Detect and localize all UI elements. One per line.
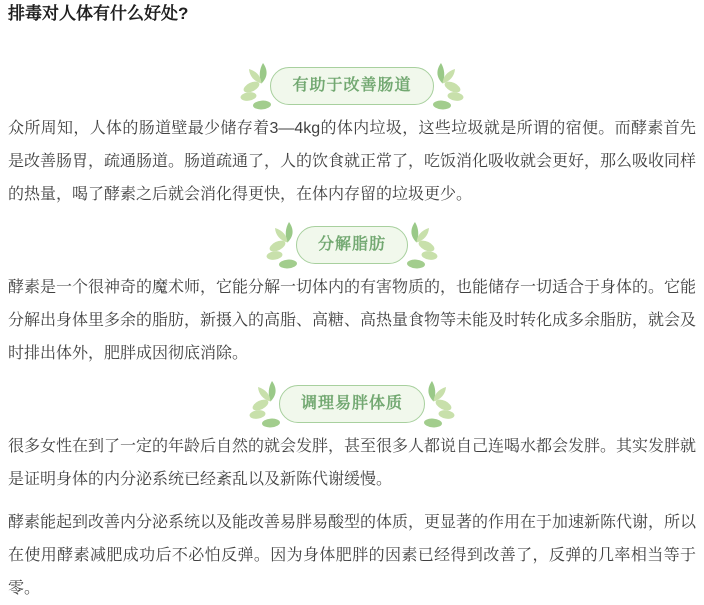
section-1-badge-row xyxy=(8,62,696,110)
section-badge: 调理易胖体质 xyxy=(279,385,425,423)
section-2-badge-row xyxy=(8,221,696,269)
page-title: 排毒对人体有什么好处? xyxy=(8,4,189,23)
section-3-badge-row xyxy=(8,380,696,428)
section-badge: 分解脂肪 xyxy=(296,226,408,264)
paragraph: 众所周知，人体的肠道壁最少储存着3—4kg的体内垃圾，这些垃圾就是所谓的宿便。而酵素首先是改善肠胃，疏通肠道。肠道疏通了，人的饮食就正常了，吃饭消化吸收就会更好，那么吸收同样的热量，喝了酵素之后就会消化得更快，在体内存留的垃圾更少。 xyxy=(8,120,697,203)
paragraph: 酵素是一个很神奇的魔术师，它能分解一切体内的有害物质的，也能储存一切适合于身体的。它能分解出身体里多余的脂肪，新摄入的高脂、高糖、高热量食物等未能及时转化成多余脂肪，就会及时排出体外，肥胖成因彻底消除。 xyxy=(8,279,697,362)
paragraph: 酵素能起到改善内分泌系统以及能改善易胖易酸型的体质，更显著的作用在于加速新陈代谢，所以在使用酵素减肥成功后不必怕反弹。因为身体肥胖的因素已经得到改善了，反弹的几率相当等于零。 xyxy=(8,514,697,597)
paragraph: 很多女性在到了一定的年龄后自然的就会发胖，甚至很多人都说自己连喝水都会发胖。其实发胖就是证明身体的内分泌系统已经紊乱以及新陈代谢缓慢。 xyxy=(8,438,697,488)
section-badge: 有助于改善肠道 xyxy=(270,67,433,105)
article xyxy=(8,2,696,605)
